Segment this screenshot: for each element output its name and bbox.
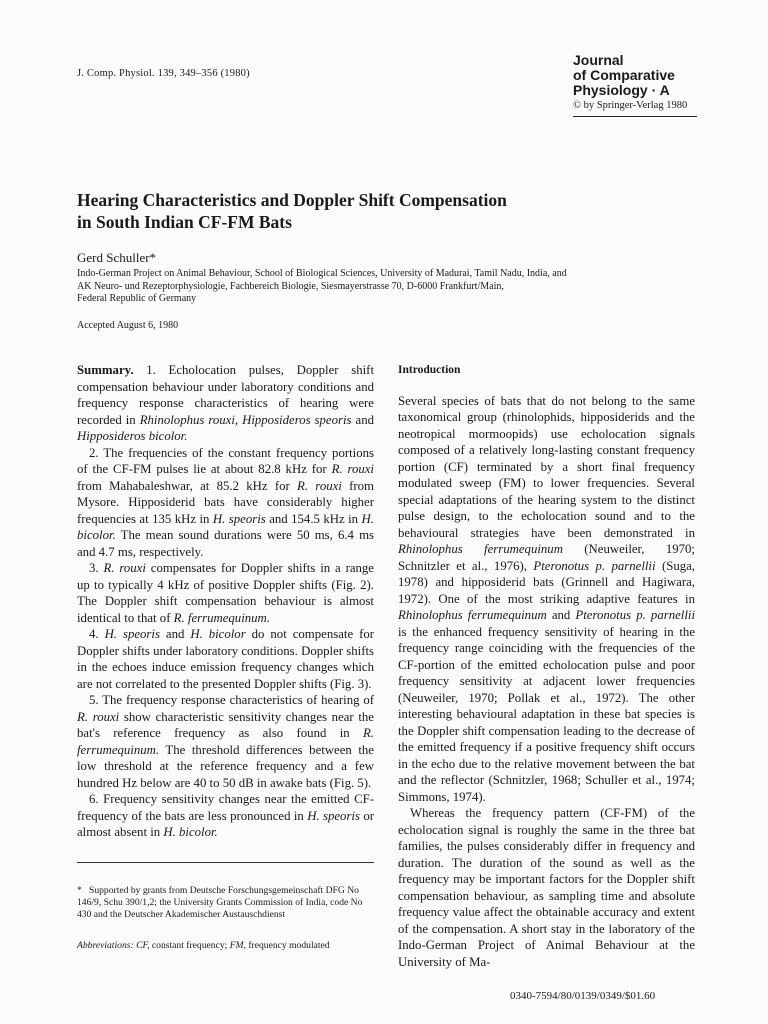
introduction-paragraph-2	[398, 805, 695, 970]
abbreviations-label: Abbreviations:	[77, 940, 134, 951]
text-run: show characteristic sensitivity changes near the bat's reference frequency as also found in	[77, 709, 374, 740]
journal-name-line-3: Physiology · A	[573, 82, 670, 98]
journal-masthead	[573, 53, 723, 117]
article-title	[77, 189, 637, 233]
title-line-1: Hearing Characteristics and Doppler Shift Compensation	[77, 190, 507, 210]
italic-text-run: H. bicolor.	[77, 511, 374, 542]
article-code: 0340-7594/80/0139/0349/$01.60	[510, 990, 656, 1002]
summary-paragraph-5	[77, 692, 374, 791]
text-run: (Suga, 1978) and hipposiderid bats (Grinnell and Hagiwara, 1972). One of the most striking adaptive features in	[398, 558, 695, 606]
summary-paragraph-4	[77, 626, 374, 692]
introduction-paragraph-1	[398, 393, 695, 806]
italic-text-run: R. ferrumequinum.	[77, 726, 374, 757]
italic-text-run: H. speoris	[212, 511, 266, 526]
text-run: (Neuweiler, 1970; Schnitzler et al., 1976),	[398, 542, 695, 573]
affiliation-line-1: Indo-German Project on Animal Behaviour, School of Biological Sciences, University of Madurai, Tamil Nadu, India, and	[77, 268, 567, 279]
italic-text-run: FM,	[229, 940, 246, 951]
italic-text-run: H. speoris	[307, 808, 360, 823]
italic-text-run: H. bicolor	[190, 627, 246, 641]
italic-text-run: Hipposideros bicolor.	[77, 429, 188, 443]
summary-paragraph-1	[77, 362, 374, 445]
journal-name-line-2: of Comparative	[573, 67, 675, 83]
text-run: The threshold differences between the low threshold at the reference frequency and a few hundred Hz below are 40 to 50 dB in awake bats (Fig. 5).	[77, 742, 374, 790]
italic-text-run: R. ferrumequinum.	[173, 610, 270, 625]
text-run: do not compensate for Doppler shifts under laboratory conditions. Doppler shifts in the echoes induce emission frequency changes which are not correlated to the presented Doppler shifts (Fig. 3).	[77, 627, 374, 691]
journal-name-line-1: Journal	[573, 52, 624, 68]
affiliation-line-2: AK Neuro- und Rezeptorphysiologie, Fachbereich Biologie, Siesmayerstrasse 70, D-6000 Frankfurt/Main,	[77, 280, 504, 292]
text-run: compensates for Doppler shifts in a range up to typically 4 kHz of positive Doppler shifts (Fig. 2). The Doppler shift compensation behaviour is almost identical to that of	[77, 561, 374, 625]
introduction-heading: Introduction	[398, 364, 461, 376]
text-run: frequency modulated	[245, 940, 330, 951]
italic-text-run: R. rouxi	[103, 561, 146, 575]
text-run: and 154.5 kHz in	[265, 511, 362, 526]
affiliation-line-3: Federal Republic of Germany	[77, 293, 197, 304]
summary-section	[77, 362, 374, 841]
footnote-marker: *	[77, 885, 82, 896]
title-line-2: in South Indian CF-FM Bats	[77, 212, 292, 232]
summary-paragraph-2	[77, 445, 374, 561]
summary-paragraph-3	[77, 560, 374, 626]
italic-text-run: Rhinolophus rouxi, Hipposideros speoris	[139, 412, 352, 427]
citation: J. Comp. Physiol. 139, 349–356 (1980)	[77, 68, 250, 79]
text-run: and	[159, 627, 191, 641]
summary-heading: Summary.	[77, 363, 134, 377]
text-run: 6. Frequency sensitivity changes near the emitted CF-frequency of the bats are less pronounced in	[77, 792, 374, 823]
accepted-date: Accepted August 6, 1980	[77, 320, 179, 331]
affiliation	[77, 268, 717, 306]
italic-text-run: H. speoris	[104, 627, 160, 641]
footnote-rule	[77, 862, 374, 863]
italic-text-run: Rhinolophus ferrumequinum	[398, 608, 547, 622]
italic-text-run: Rhinolophus ferrumequinum	[398, 542, 563, 556]
text-run: 3.	[89, 561, 104, 575]
text-run: Several species of bats that do not belong to the same taxonomical group (rhinolophids, hipposiderids and the neotropical mormoopids) use echolocation signals composed of a relatively long-lasting constant frequency portion (CF) terminated by a short final frequency modulated sweep (FM) to lower frequencies. Several special adaptations of the hearing system to the distinct pulse design, to the echolocation sound and to the behavioural strategies have been demonstrated in	[398, 393, 695, 540]
text-run: 5. The frequency response characteristics of hearing of	[89, 693, 374, 707]
italic-text-run: CF,	[136, 940, 150, 951]
abbreviations-footnote	[77, 940, 374, 952]
text-run: 4.	[89, 627, 105, 641]
italic-text-run: Pteronotus p. parnellii	[533, 558, 656, 573]
support-footnote	[77, 885, 374, 921]
italic-text-run: R. rouxi	[77, 709, 120, 724]
italic-text-run: H. bicolor.	[163, 825, 218, 839]
text-run: from Mahabaleshwar, at 85.2 kHz for	[77, 478, 298, 493]
text-run: is the enhanced frequency sensitivity of hearing in the frequency range coinciding with the frequencies of the CF-portion of the emitted echolocation pulse and poor frequency sensitivity at adjacent lower frequencies (Neuweiler, 1970; Pollak et al., 1972). The other interesting behavioural adaptation in these bat species is the Doppler shift compensation leading to the decrease of the emitted frequency if a positive frequency shift occurs in the echo due to the relative movement between the bat and the reflector (Schnitzler, 1968; Schuller et al., 1974; Simmons, 1974).	[398, 624, 695, 804]
italic-text-run: R. rouxi	[297, 478, 342, 493]
masthead-rule	[573, 116, 697, 117]
italic-text-run: Pteronotus p. parnellii	[575, 608, 695, 622]
introduction-section	[398, 362, 695, 970]
text-run: from Mysore. Hipposiderid bats have considerably higher frequencies at 135 kHz in	[77, 478, 374, 526]
text-run: or almost absent in	[77, 808, 374, 839]
italic-text-run: R. rouxi	[331, 462, 374, 476]
text-run: Whereas the frequency pattern (CF-FM) of the echolocation signal is roughly the same in the three bat families, the pulses considerably differ in frequency and duration. The duration of the sound as well as the frequency may be important factors for the Doppler shift compensation behaviour, as sampling time and absolute frequency value affect the obtainable accuracy and extent of the compensation. A short stay in the laboratory of the Indo-German Project of Animal Behaviour at the University of Ma-	[398, 806, 695, 969]
footnote-text: Supported by grants from Deutsche Forschungsgemeinschaft DFG No 146/9, Schu 390/1,2; the University Grants Commission of India, code No 430 and the Deutscher Akademischer Austauschdienst	[77, 885, 363, 920]
text-run: and	[351, 412, 374, 427]
summary-paragraph-6	[77, 791, 374, 841]
text-run: and	[546, 608, 576, 622]
author: Gerd Schuller*	[77, 250, 157, 265]
copyright: © by Springer-Verlag 1980	[573, 100, 688, 111]
text-run: constant frequency;	[149, 940, 230, 951]
text-run: The mean sound durations were 50 ms, 6.4 ms and 4.7 ms, respectively.	[77, 528, 374, 559]
text-run: 2. The frequencies of the constant frequency portions of the CF-FM pulses lie at about 82.8 kHz for	[77, 445, 374, 476]
text-run: 1. Echolocation pulses, Doppler shift compensation behaviour under laboratory conditions and frequency response characteristics of hearing were recorded in	[77, 363, 374, 427]
